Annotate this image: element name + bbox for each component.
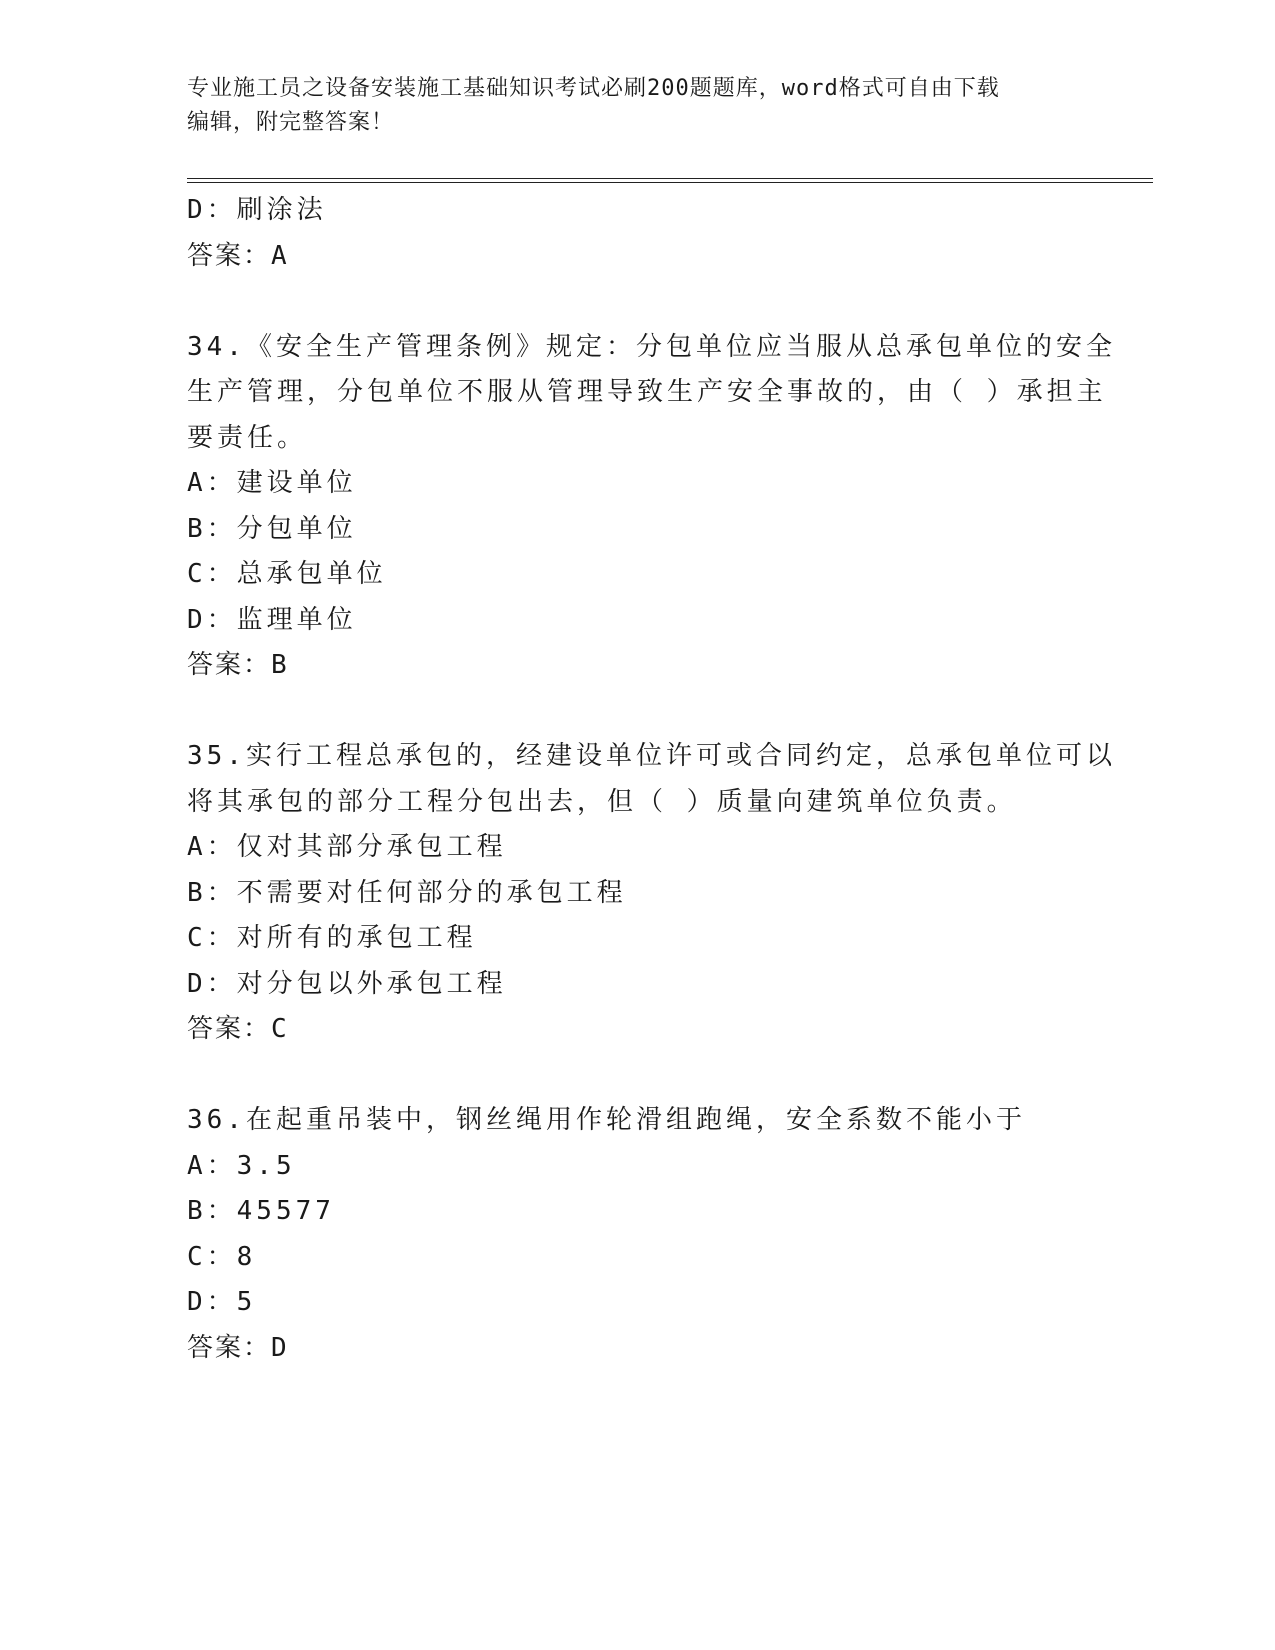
spacer xyxy=(187,1053,1087,1099)
page-header xyxy=(187,72,1087,140)
option-b: B：不需要对任何部分的承包工程 xyxy=(187,877,627,908)
question-stem-line: 34.《安全生产管理条例》规定：分包单位应当服从总承包单位的安全 xyxy=(187,331,1116,362)
header-title-line-2: 编辑，附完整答案！ xyxy=(187,110,395,135)
option-a: A：建设单位 xyxy=(187,468,357,498)
option-d: D：5 xyxy=(187,1287,257,1317)
option-d: D：刷涂法 xyxy=(187,195,327,225)
answer-line xyxy=(187,1007,1087,1053)
spacer xyxy=(187,279,1087,325)
answer-value: B xyxy=(271,650,289,680)
answer-label: 答案： xyxy=(187,1332,272,1363)
question-content xyxy=(187,188,1116,1371)
question-stem-line: 36.在起重吊装中，钢丝绳用作轮滑组跑绳，安全系数不能小于 xyxy=(187,1105,1026,1135)
question-stem-line: 将其承包的部分工程分包出去，但（ ）质量向建筑单位负责。 xyxy=(187,786,1017,817)
option-c: C：8 xyxy=(187,1241,257,1272)
answer-value: D xyxy=(271,1332,289,1363)
option-b: B：45577 xyxy=(187,1196,335,1226)
question-stem-line: 生产管理，分包单位不服从管理导致生产安全事故的，由（ ）承担主 xyxy=(187,377,1107,407)
header-divider xyxy=(187,178,1153,183)
question-35 xyxy=(187,734,1116,1053)
question-34 xyxy=(187,325,1116,689)
option-a: A：3.5 xyxy=(187,1150,296,1181)
answer-line xyxy=(187,1326,1087,1372)
answer-value: C xyxy=(271,1014,289,1044)
option-a: A：仅对其部分承包工程 xyxy=(187,832,507,862)
answer-label: 答案： xyxy=(187,1014,272,1044)
answer-label: 答案： xyxy=(187,650,272,680)
option-d: D：监理单位 xyxy=(187,604,357,635)
option-c: C：总承包单位 xyxy=(187,559,387,589)
header-title-line-1: 专业施工员之设备安装施工基础知识考试必刷200题题库，word格式可自由下载 xyxy=(187,76,1000,101)
option-d: D：对分包以外承包工程 xyxy=(187,968,507,999)
answer-line xyxy=(187,643,1087,689)
answer-label: 答案： xyxy=(187,240,272,271)
answer-value: A xyxy=(271,240,289,271)
answer-line xyxy=(187,234,1087,280)
option-c: C：对所有的承包工程 xyxy=(187,923,477,953)
question-stem-line: 要责任。 xyxy=(187,422,308,453)
spacer xyxy=(187,689,1087,735)
question-36 xyxy=(187,1098,1087,1371)
question-stem-line: 35.实行工程总承包的，经建设单位许可或合同约定，总承包单位可以 xyxy=(187,741,1116,771)
prev-question xyxy=(187,188,1087,279)
option-b: B：分包单位 xyxy=(187,513,357,544)
